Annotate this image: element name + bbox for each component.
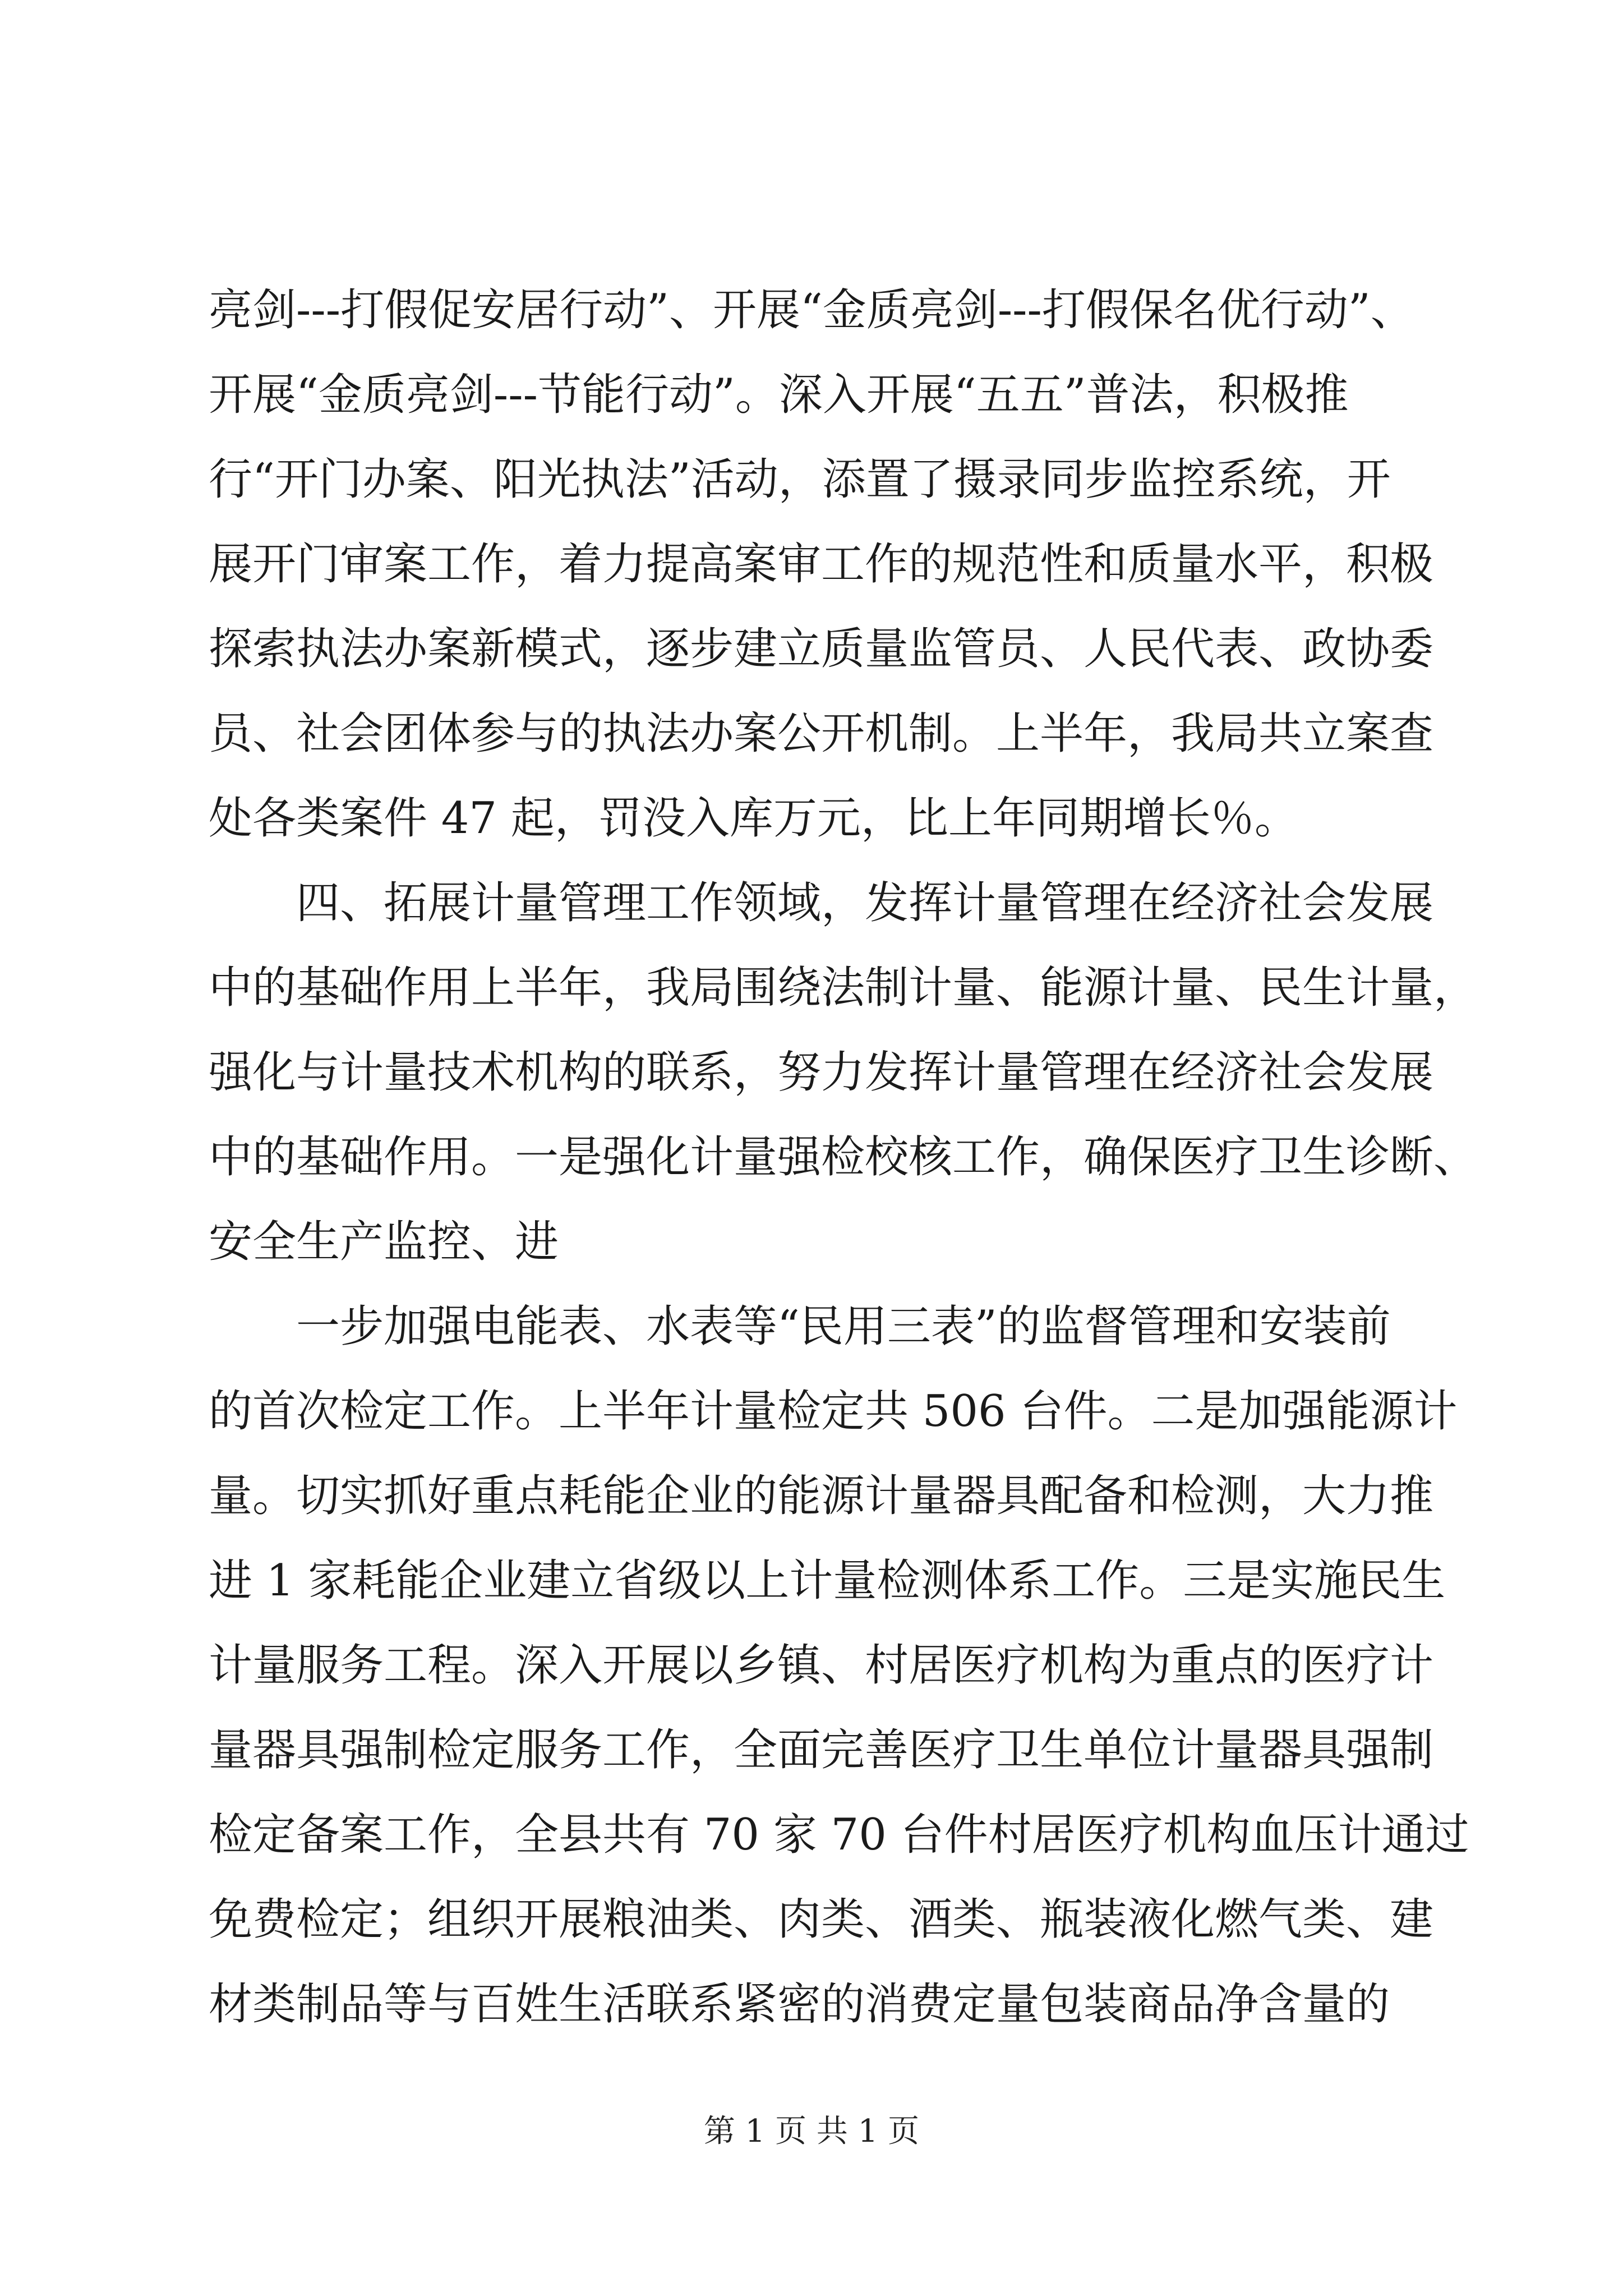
text-line: 免费检定；组织开展粮油类、肉类、酒类、瓶装液化燃气类、建 [209, 1894, 1434, 1945]
document-body [209, 268, 1478, 2047]
paragraph-start-line: 一步加强电能表、水表等“民用三表”的监督管理和安装前 [296, 1301, 1391, 1352]
text-line: 进 1 家耗能企业建立省级以上计量检测体系工作。三是实施民生 [209, 1556, 1446, 1606]
text-line: 员、社会团体参与的执法办案公开机制。上半年，我局共立案查 [209, 708, 1434, 759]
page-number-label: 第 1 页 共 1 页 [703, 2113, 920, 2150]
text-line: 亮剑---打假促安居行动”、开展“金质亮剑---打假保名优行动”、 [209, 285, 1414, 335]
text-line: 强化与计量技术机构的联系，努力发挥计量管理在经济社会发展 [209, 1047, 1434, 1098]
text-line: 量。切实抓好重点耗能企业的能源计量器具配备和检测，大力推 [209, 1471, 1434, 1521]
text-line: 处各类案件 47 起，罚没入库万元，比上年同期增长％。 [209, 793, 1298, 844]
text-line: 展开门审案工作，着力提高案审工作的规范性和质量水平，积极 [209, 539, 1434, 590]
text-line: 行“开门办案、阳光执法”活动，添置了摄录同步监控系统，开 [209, 454, 1391, 505]
text-line: 计量服务工程。深入开展以乡镇、村居医疗机构为重点的医疗计 [209, 1640, 1434, 1691]
paragraph-start-line: 四、拓展计量管理工作领域，发挥计量管理在经济社会发展 [296, 878, 1434, 928]
page-footer [0, 2109, 1623, 2154]
text-line: 安全生产监控、进 [209, 1217, 559, 1267]
text-line: 材类制品等与百姓生活联系紧密的消费定量包装商品净含量的 [209, 1979, 1390, 2030]
text-line: 探索执法办案新模式，逐步建立质量监管员、人民代表、政协委 [209, 624, 1434, 674]
text-line: 检定备案工作，全县共有 70 家 70 台件村居医疗机构血压计通过 [209, 1810, 1469, 1860]
text-line: 的首次检定工作。上半年计量检定共 506 台件。二是加强能源计 [209, 1386, 1458, 1437]
text-line: 量器具强制检定服务工作，全面完善医疗卫生单位计量器具强制 [209, 1725, 1434, 1775]
text-line: 中的基础作用。一是强化计量强检校核工作，确保医疗卫生诊断、 [209, 1132, 1478, 1182]
text-line: 中的基础作用上半年，我局围绕法制计量、能源计量、民生计量， [209, 963, 1478, 1013]
text-line: 开展“金质亮剑---节能行动”。深入开展“五五”普法，积极推 [209, 370, 1349, 420]
